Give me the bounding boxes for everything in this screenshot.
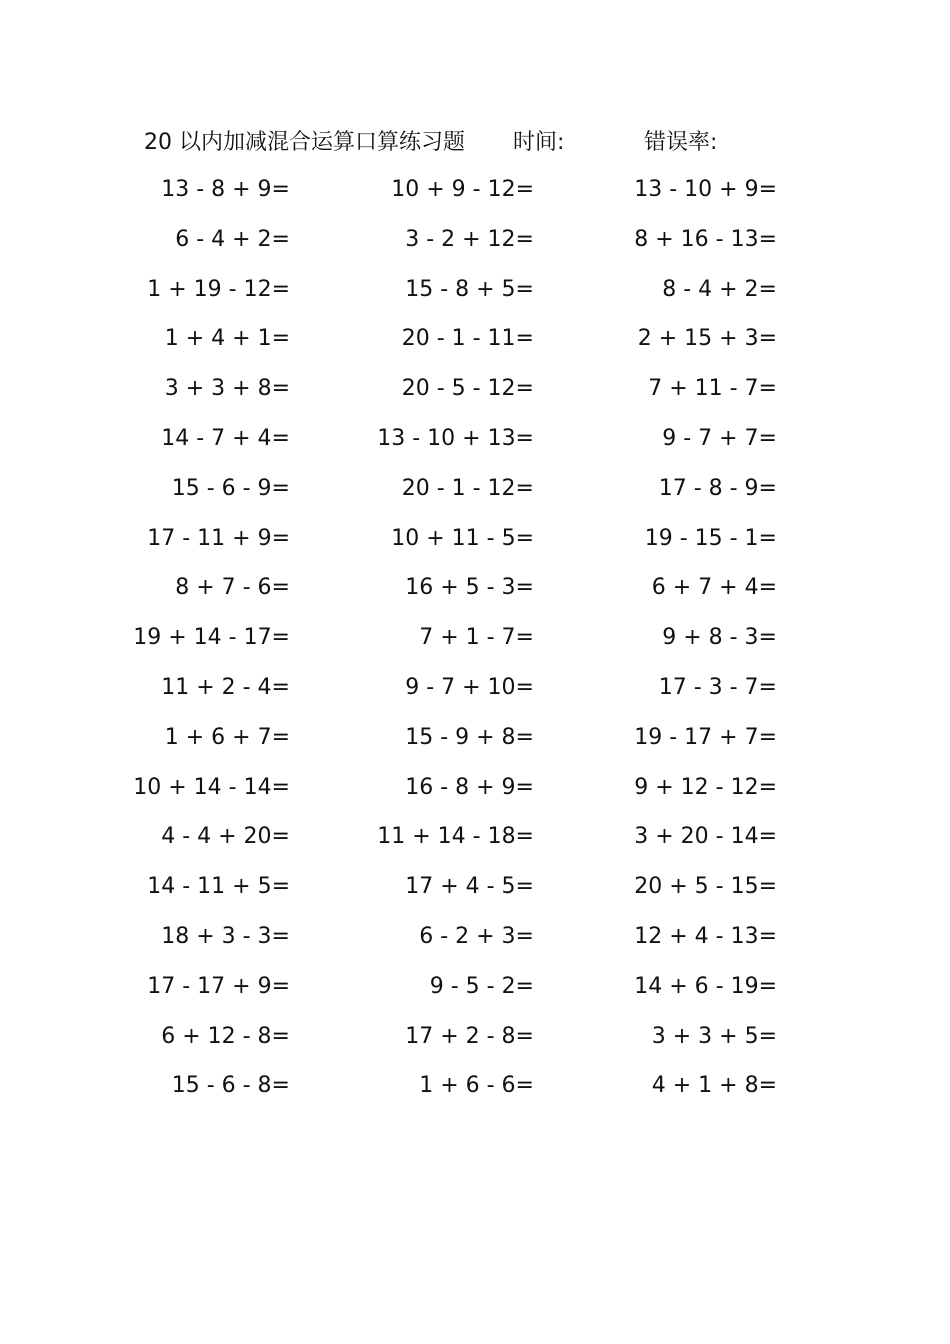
problem-row	[0, 270, 950, 320]
math-problem: 6 - 4 + 2=	[175, 226, 290, 252]
math-problem: 17 - 8 - 9=	[658, 475, 777, 501]
math-problem: 1 + 6 + 7=	[164, 724, 290, 750]
error-rate-label: 错误率:	[644, 130, 718, 155]
math-problem: 7 + 11 - 7=	[648, 376, 777, 402]
math-problem: 12 + 4 - 13=	[634, 923, 777, 949]
math-problem: 19 - 15 - 1=	[644, 525, 777, 551]
math-problem: 6 + 7 + 4=	[651, 575, 777, 601]
math-problem: 15 - 6 - 8=	[171, 1073, 290, 1099]
math-problem: 13 - 10 + 13=	[377, 425, 534, 451]
problem-row	[0, 668, 950, 718]
problem-row	[0, 867, 950, 917]
math-problem: 20 - 1 - 12=	[401, 475, 534, 501]
math-problem: 10 + 14 - 14=	[133, 774, 290, 800]
math-problem: 8 + 7 - 6=	[175, 575, 290, 601]
math-problem: 20 + 5 - 15=	[634, 874, 777, 900]
math-problem: 9 - 7 + 10=	[405, 674, 534, 700]
problem-row	[0, 1017, 950, 1067]
math-problem: 6 + 12 - 8=	[161, 1023, 290, 1049]
problem-row	[0, 768, 950, 818]
problem-row	[0, 967, 950, 1017]
math-problem: 17 - 11 + 9=	[147, 525, 290, 551]
math-problem: 19 + 14 - 17=	[133, 625, 290, 651]
problem-row	[0, 1066, 950, 1116]
math-problem: 3 + 3 + 8=	[164, 376, 290, 402]
problem-row	[0, 568, 950, 618]
worksheet-header	[144, 126, 844, 160]
math-problem: 7 + 1 - 7=	[419, 625, 534, 651]
math-problem: 13 - 8 + 9=	[161, 177, 290, 202]
math-problem: 20 - 5 - 12=	[401, 376, 534, 402]
math-problem: 17 + 4 - 5=	[405, 874, 534, 900]
math-problem: 13 - 10 + 9=	[634, 177, 777, 202]
math-problem: 15 - 6 - 9=	[171, 475, 290, 501]
math-problem: 9 - 7 + 7=	[662, 425, 777, 451]
math-problem: 18 + 3 - 3=	[161, 923, 290, 949]
problem-row	[0, 369, 950, 419]
problem-grid	[0, 170, 950, 1116]
math-problem: 1 + 4 + 1=	[164, 326, 290, 352]
math-problem: 8 + 16 - 13=	[634, 226, 777, 252]
problem-row	[0, 618, 950, 668]
math-problem: 11 + 14 - 18=	[377, 824, 534, 850]
problem-row	[0, 817, 950, 867]
math-problem: 15 - 9 + 8=	[405, 724, 534, 750]
math-problem: 9 + 8 - 3=	[662, 625, 777, 651]
math-problem: 20 - 1 - 11=	[401, 326, 534, 352]
math-problem: 11 + 2 - 4=	[161, 674, 290, 700]
problem-row	[0, 718, 950, 768]
math-problem: 6 - 2 + 3=	[419, 923, 534, 949]
math-problem: 9 - 5 - 2=	[429, 973, 534, 999]
math-problem: 14 + 6 - 19=	[634, 973, 777, 999]
problem-row	[0, 319, 950, 369]
math-problem: 15 - 8 + 5=	[405, 276, 534, 302]
math-problem: 10 + 11 - 5=	[391, 525, 534, 551]
math-problem: 10 + 9 - 12=	[391, 177, 534, 202]
math-problem: 3 - 2 + 12=	[405, 226, 534, 252]
math-problem: 4 - 4 + 20=	[161, 824, 290, 850]
problem-row	[0, 170, 950, 220]
problem-row	[0, 220, 950, 270]
math-problem: 16 + 5 - 3=	[405, 575, 534, 601]
page-title: 20 以内加减混合运算口算练习题	[144, 130, 465, 155]
math-problem: 1 + 19 - 12=	[147, 276, 290, 302]
math-problem: 2 + 15 + 3=	[637, 326, 777, 352]
math-problem: 17 - 3 - 7=	[658, 674, 777, 700]
math-problem: 16 - 8 + 9=	[405, 774, 534, 800]
math-problem: 19 - 17 + 7=	[634, 724, 777, 750]
time-label: 时间:	[513, 130, 565, 155]
problem-row	[0, 419, 950, 469]
math-problem: 17 - 17 + 9=	[147, 973, 290, 999]
math-problem: 3 + 3 + 5=	[651, 1023, 777, 1049]
problem-row	[0, 917, 950, 967]
math-problem: 4 + 1 + 8=	[651, 1073, 777, 1099]
problem-row	[0, 519, 950, 569]
math-problem: 8 - 4 + 2=	[662, 276, 777, 302]
math-problem: 14 - 11 + 5=	[147, 874, 290, 900]
math-problem: 14 - 7 + 4=	[161, 425, 290, 451]
math-problem: 9 + 12 - 12=	[634, 774, 777, 800]
math-problem: 3 + 20 - 14=	[634, 824, 777, 850]
math-problem: 17 + 2 - 8=	[405, 1023, 534, 1049]
problem-row	[0, 469, 950, 519]
math-problem: 1 + 6 - 6=	[419, 1073, 534, 1099]
